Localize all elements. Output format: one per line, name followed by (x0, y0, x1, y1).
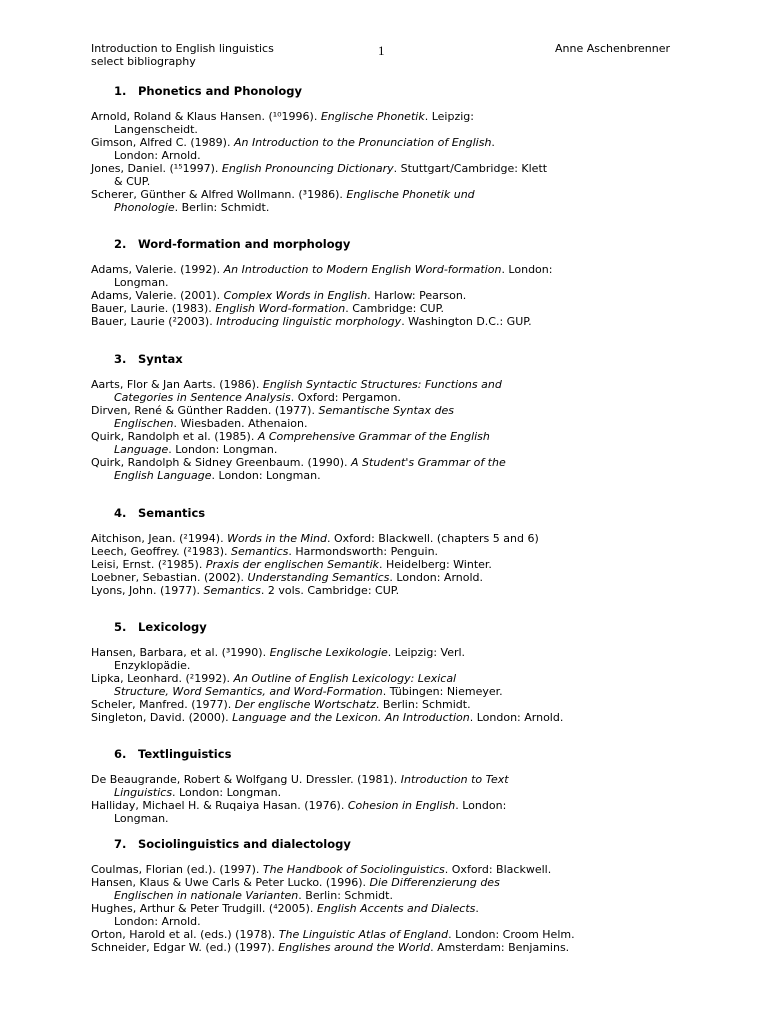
section-title: Phonetics and Phonology (138, 84, 302, 98)
entry-continuation (91, 786, 731, 799)
entry-title: Understanding Semantics (247, 571, 390, 584)
bibliography-entry (91, 136, 731, 162)
entry-publisher-continuation: Langenscheidt. (114, 123, 198, 136)
entry-publisher: . Leipzig: (424, 110, 474, 123)
entry-author-year: Dirven, René & Günther Radden. (1977). (91, 404, 319, 417)
bibliography-entry (91, 941, 731, 954)
entry-continuation (91, 915, 731, 928)
section-heading (114, 621, 731, 634)
author-name: Anne Aschenbrenner (555, 42, 671, 55)
section-number: 6. (114, 747, 127, 761)
entry-author-year: Arnold, Roland & Klaus Hansen. (¹⁰1996). (91, 110, 321, 123)
bibliography-entry (91, 876, 731, 902)
entry-publisher-continuation: . London: Longman. (168, 443, 278, 456)
entry-continuation (91, 889, 731, 902)
bibliography-entry (91, 672, 731, 698)
entry-continuation (91, 812, 731, 825)
entry-author-year: Coulmas, Florian (ed.). (1997). (91, 863, 263, 876)
entry-title-continuation: English Language (114, 469, 212, 482)
section-6 (91, 748, 731, 825)
entry-title: A Comprehensive Grammar of the English (257, 430, 490, 443)
entry-title: A Student's Grammar of the (351, 456, 506, 469)
entry-title: Der englische Wortschatz (234, 698, 376, 711)
bibliography-entry (91, 863, 731, 876)
entry-author-year: Quirk, Randolph et al. (1985). (91, 430, 258, 443)
entry-publisher-continuation: . Berlin: Schmidt. (174, 201, 270, 214)
course-title: Introduction to English linguistics (91, 42, 274, 55)
entry-author-year: Adams, Valerie. (2001). (91, 289, 224, 302)
bibliography-entry (91, 799, 731, 825)
entry-author-year: Orton, Harold et al. (eds.) (1978). (91, 928, 279, 941)
entry-title: Englishes around the World (278, 941, 431, 954)
entry-title-continuation: Categories in Sentence Analysis (114, 391, 291, 404)
section-title: Word-formation and morphology (138, 237, 351, 251)
entry-author-year: Bauer, Laurie (²2003). (91, 315, 217, 328)
bibliography-entry (91, 162, 731, 188)
entry-continuation (91, 175, 731, 188)
bibliography-entry (91, 430, 731, 456)
entry-author-year: Halliday, Michael H. & Ruqaiya Hasan. (1976). (91, 799, 348, 812)
bibliography-entry (91, 110, 731, 136)
section-title: Textlinguistics (138, 747, 232, 761)
bibliography-entry (91, 711, 731, 724)
section-title: Sociolinguistics and dialectology (138, 837, 351, 851)
section-heading (114, 838, 731, 851)
entry-title: An Outline of English Lexicology: Lexical (233, 672, 457, 685)
bibliography-entry (91, 545, 731, 558)
bibliography-entry (91, 584, 731, 597)
bibliography-entry (91, 263, 731, 289)
entry-publisher-continuation: Longman. (114, 276, 169, 289)
section-1 (91, 85, 731, 214)
entry-title-continuation: Language (114, 443, 169, 456)
entry-author-year: Schneider, Edgar W. (ed.) (1997). (91, 941, 279, 954)
entry-title: Semantische Syntax des (318, 404, 455, 417)
entry-author-year: Hansen, Klaus & Uwe Carls & Peter Lucko. (1996). (91, 876, 370, 889)
entry-continuation (91, 391, 731, 404)
section-number: 5. (114, 620, 127, 634)
bibliography-entry (91, 404, 731, 430)
entry-publisher: . Berlin: Schmidt. (375, 698, 471, 711)
entry-publisher: . London: (501, 263, 553, 276)
entry-title: Englische Phonetik und (346, 188, 475, 201)
page-number: 1 (378, 43, 385, 58)
entry-author-year: De Beaugrande, Robert & Wolfgang U. Dressler. (1981). (91, 773, 401, 786)
entry-publisher: . London: Arnold. (389, 571, 484, 584)
entry-author-year: Lipka, Leonhard. (²1992). (91, 672, 234, 685)
entry-publisher-continuation: . London: Longman. (211, 469, 321, 482)
bibliography-entry (91, 558, 731, 571)
entry-title: English Word-formation (215, 302, 346, 315)
entry-title: Introducing linguistic morphology (216, 315, 402, 328)
bibliography-entry (91, 571, 731, 584)
entry-publisher: . Oxford: Blackwell. (444, 863, 552, 876)
entry-publisher: . 2 vols. Cambridge: CUP. (260, 584, 400, 597)
entry-continuation (91, 417, 731, 430)
entry-title-continuation: Structure, Word Semantics, and Word-Formation (114, 685, 383, 698)
section-5 (91, 621, 731, 724)
bibliography-entry (91, 698, 731, 711)
section-number: 1. (114, 84, 127, 98)
entry-continuation (91, 201, 731, 214)
entry-continuation (91, 149, 731, 162)
entry-title: An Introduction to Modern English Word-formation (223, 263, 502, 276)
entry-author-year: Singleton, David. (2000). (91, 711, 233, 724)
bibliography-entry (91, 773, 731, 799)
bibliography-entry (91, 302, 731, 315)
entry-title-continuation: Englischen in nationale Varianten (114, 889, 299, 902)
entry-publisher-continuation: Longman. (114, 812, 169, 825)
entry-title: Complex Words in English (223, 289, 368, 302)
entry-author-year: Loebner, Sebastian. (2002). (91, 571, 248, 584)
entry-continuation (91, 443, 731, 456)
entry-publisher: . Amsterdam: Benjamins. (430, 941, 570, 954)
section-3 (91, 353, 731, 482)
entry-publisher: . (491, 136, 495, 149)
entry-title: Semantics (203, 584, 261, 597)
entry-author-year: Gimson, Alfred C. (1989). (91, 136, 234, 149)
section-heading (114, 353, 731, 366)
section-title: Syntax (138, 352, 183, 366)
entry-author-year: Hansen, Barbara, et al. (³1990). (91, 646, 270, 659)
entry-author-year: Bauer, Laurie. (1983). (91, 302, 216, 315)
entry-author-year: Aitchison, Jean. (²1994). (91, 532, 228, 545)
entry-author-year: Jones, Daniel. (¹⁵1997). (91, 162, 222, 175)
entry-author-year: Leech, Geoffrey. (²1983). (91, 545, 232, 558)
entry-publisher: . Leipzig: Verl. (387, 646, 466, 659)
entry-title-continuation: Phonologie (114, 201, 175, 214)
entry-title: An Introduction to the Pronunciation of English (233, 136, 492, 149)
section-number: 4. (114, 506, 127, 520)
section-number: 2. (114, 237, 127, 251)
entry-publisher-continuation: & CUP. (114, 175, 151, 188)
entry-title: Englische Phonetik (320, 110, 425, 123)
entry-publisher-continuation: . Tübingen: Niemeyer. (382, 685, 503, 698)
entry-publisher-continuation: . Berlin: Schmidt. (298, 889, 393, 902)
bibliography-entry (91, 532, 731, 545)
entry-title: English Accents and Dialects (316, 902, 476, 915)
entry-publisher-continuation: . Oxford: Pergamon. (290, 391, 401, 404)
entry-publisher: . Cambridge: CUP. (345, 302, 445, 315)
entry-title: Praxis der englischen Semantik (205, 558, 380, 571)
section-heading (114, 507, 731, 520)
entry-title: Semantics (231, 545, 289, 558)
entry-title: Cohesion in English (347, 799, 456, 812)
entry-title: Introduction to Text (400, 773, 509, 786)
entry-title-continuation: Linguistics (114, 786, 173, 799)
entry-title: English Syntactic Structures: Functions and (262, 378, 502, 391)
entry-title: The Linguistic Atlas of England (278, 928, 449, 941)
entry-publisher: . Heidelberg: Winter. (379, 558, 492, 571)
entry-title: The Handbook of Sociolinguistics (262, 863, 445, 876)
entry-title: Die Differenzierung des (369, 876, 500, 889)
section-7 (91, 838, 731, 954)
entry-publisher-continuation: London: Arnold. (114, 915, 201, 928)
section-number: 3. (114, 352, 127, 366)
entry-title: Language and the Lexicon. An Introduction (232, 711, 470, 724)
entry-publisher-continuation: Enzyklopädie. (114, 659, 191, 672)
section-title: Semantics (138, 506, 206, 520)
section-heading (114, 238, 731, 251)
entry-publisher: . (475, 902, 479, 915)
entry-author-year: Scheler, Manfred. (1977). (91, 698, 235, 711)
entry-author-year: Quirk, Randolph & Sidney Greenbaum. (1990). (91, 456, 352, 469)
document-header-left (91, 42, 351, 68)
entry-author-year: Hughes, Arthur & Peter Trudgill. (⁴2005). (91, 902, 317, 915)
entry-continuation (91, 685, 731, 698)
entry-publisher: . London: (455, 799, 507, 812)
entry-continuation (91, 469, 731, 482)
entry-publisher: . London: Arnold. (469, 711, 564, 724)
entry-publisher: . London: Croom Helm. (448, 928, 575, 941)
entry-publisher: . Oxford: Blackwell. (chapters 5 and 6) (327, 532, 539, 545)
section-2 (91, 238, 731, 328)
bibliography-entry (91, 188, 731, 214)
entry-title: Words in the Mind (227, 532, 328, 545)
bibliography-entry (91, 378, 731, 404)
bibliography-entry (91, 902, 731, 928)
entry-publisher-continuation: . London: Longman. (172, 786, 282, 799)
bibliography-entry (91, 289, 731, 302)
entry-continuation (91, 123, 731, 136)
bibliography-entry (91, 928, 731, 941)
bibliography-entry (91, 456, 731, 482)
entry-continuation (91, 659, 731, 672)
entry-publisher-continuation: . Wiesbaden. Athenaion. (173, 417, 308, 430)
entry-author-year: Adams, Valerie. (1992). (91, 263, 224, 276)
entry-publisher: . Washington D.C.: GUP. (401, 315, 532, 328)
entry-title-continuation: Englischen (114, 417, 174, 430)
section-number: 7. (114, 837, 127, 851)
document-subtitle: select bibliography (91, 55, 196, 68)
entry-author-year: Lyons, John. (1977). (91, 584, 204, 597)
section-heading (114, 748, 731, 761)
section-heading (114, 85, 731, 98)
entry-publisher-continuation: London: Arnold. (114, 149, 201, 162)
entry-publisher: . Harlow: Pearson. (367, 289, 467, 302)
entry-publisher: . Harmondsworth: Penguin. (288, 545, 439, 558)
entry-author-year: Scherer, Günther & Alfred Wollmann. (³1986). (91, 188, 347, 201)
section-title: Lexicology (138, 620, 207, 634)
section-4 (91, 507, 731, 597)
bibliography-entry (91, 646, 731, 672)
entry-author-year: Leisi, Ernst. (²1985). (91, 558, 206, 571)
entry-title: Englische Lexikologie (269, 646, 388, 659)
entry-publisher: . Stuttgart/Cambridge: Klett (393, 162, 548, 175)
entry-continuation (91, 276, 731, 289)
entry-title: English Pronouncing Dictionary (221, 162, 394, 175)
entry-author-year: Aarts, Flor & Jan Aarts. (1986). (91, 378, 263, 391)
bibliography-entry (91, 315, 731, 328)
